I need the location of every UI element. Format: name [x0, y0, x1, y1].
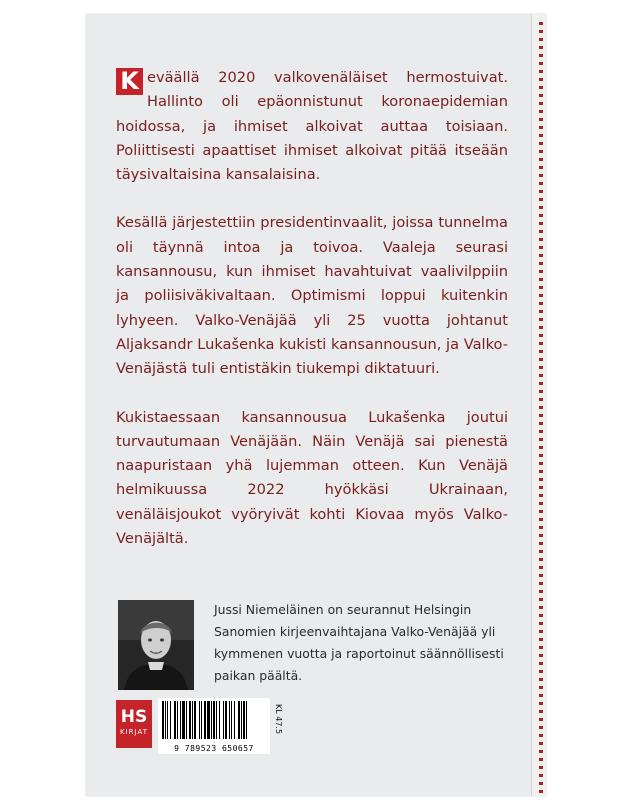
hs-logo-subtext: KIRJAT	[120, 728, 148, 736]
author-portrait-image	[118, 600, 194, 690]
author-bio: Jussi Niemeläinen on seurannut Helsingin Sanomien kirjeenvaihtajana Valko-Venäjää yli kymmenen vuotta ja raportoinut säännöllisesti paikan päältä.	[214, 602, 504, 683]
blurb-paragraph-3: Kukistaessaan kansannousua Lukašenka joutui turvautumaan Venäjään. Näin Venäjä sai pienestä naapuristaan yhä lujemman otteen. Kun Venäjä helmikuussa 2022 hyökkäsi Ukrainaan, venäläisjoukot vyöryivät kohti Kiovaa myös Valko-Venäjältä.	[116, 408, 508, 548]
hs-logo-text: HS	[120, 707, 148, 727]
hs-kirjat-logo	[116, 700, 152, 748]
catalog-code: KL 47.5	[274, 704, 283, 735]
isbn-number: 9 789523 650657	[174, 744, 254, 753]
isbn-barcode	[158, 698, 270, 754]
blurb-text	[116, 66, 508, 575]
back-cover	[86, 14, 546, 796]
barcode-icon	[158, 698, 270, 742]
spine-edge	[531, 14, 546, 796]
blurb-paragraph-2: Kesällä järjestettiin presidentinvaalit, joissa tunnelma oli täynnä intoa ja toivoa. Vaaleja seurasi kansannousu, kun ihmiset havahtuivat vaalivilppiin ja poliisiväkivaltaan. Optimismi loppui kuitenkin lyhyeen. Valko-Venäjää yli 25 vuotta johtanut Aljaksandr Lukašenka kukisti kansannousun, ja Valko-Venäjästä tuli entistäkin tiukempi diktatuuri.	[116, 214, 508, 378]
author-photo	[118, 600, 194, 690]
blurb-paragraph-1-text: eväällä 2020 valkovenäläiset hermostuivat. Hallinto oli epäonnistunut koronaepidemian hoidossa, ja ihmiset alkoivat auttaa toisiaan. Poliittisesti apaattiset ihmiset alkoivat pitää itseään täysivaltaisina kansalaisina.	[116, 69, 508, 184]
blurb-paragraph-1	[116, 66, 508, 187]
drop-cap: K	[116, 68, 143, 95]
